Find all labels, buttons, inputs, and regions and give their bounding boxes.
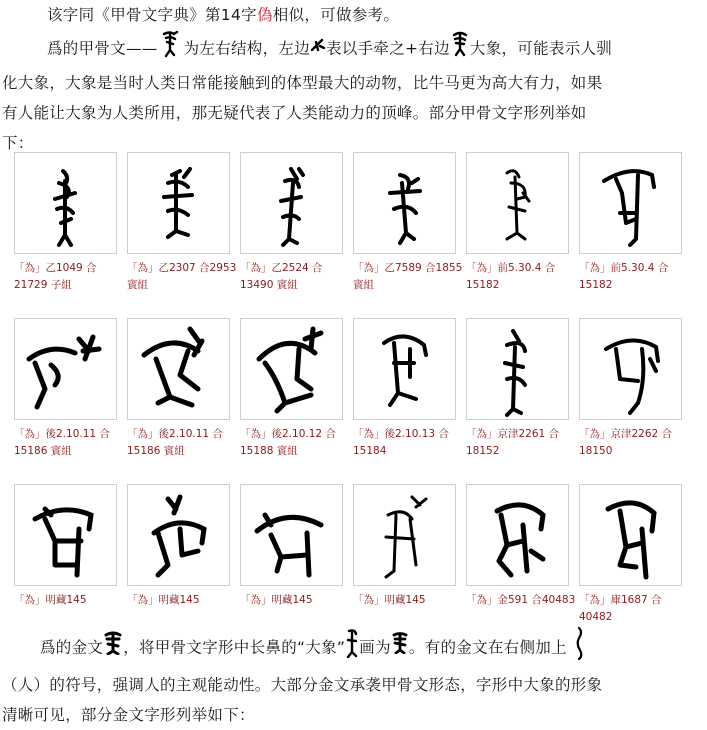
glyph-image bbox=[466, 152, 569, 254]
glyph-card bbox=[14, 318, 119, 460]
glyph-caption-line-1: 「為」前5.30.4 合 bbox=[466, 262, 556, 274]
glyph-caption-line-1: 「為」乙2524 合 bbox=[240, 262, 323, 274]
oracle-text-a: 爲的甲骨文—— bbox=[47, 39, 158, 58]
glyph-caption-line-2: 15188 賓組 bbox=[240, 445, 298, 457]
oracle-text-d: 大象，可能表示人驯 bbox=[469, 39, 613, 58]
glyph-image bbox=[466, 318, 569, 420]
glyph-card bbox=[127, 152, 237, 294]
glyph-caption-line-1: 「為」京津2262 合 bbox=[579, 428, 673, 440]
glyph-caption-line-1: 「為」乙1049 合 bbox=[14, 262, 97, 274]
glyph-image bbox=[353, 318, 456, 420]
glyph-card bbox=[240, 152, 345, 294]
bronze-line-3: 清晰可见，部分金文字形列举如下： bbox=[2, 706, 255, 724]
glyph-caption-line-1: 「為」金591 合40483 bbox=[466, 594, 576, 606]
glyph-card bbox=[14, 484, 119, 609]
intro-highlight: 偽 bbox=[256, 6, 273, 24]
glyph-card bbox=[240, 318, 345, 460]
glyph-caption-line-1: 「為」京津2261 合 bbox=[466, 428, 560, 440]
oracle-inline-glyph-icon bbox=[158, 30, 184, 68]
glyph-caption-line-2: 18150 bbox=[579, 445, 613, 457]
glyph-card bbox=[240, 484, 345, 609]
glyph-image bbox=[127, 484, 230, 586]
oracle-paragraph bbox=[0, 30, 700, 158]
bronze-text-b: ，将甲骨文字形中长鼻的“大象” bbox=[123, 638, 346, 657]
glyph-card bbox=[127, 318, 232, 460]
elephant-bronze-glyph-icon bbox=[391, 632, 409, 664]
glyph-caption-line-1: 「為」明藏145 bbox=[127, 594, 200, 606]
bronze-text-a: 爲的金文 bbox=[40, 638, 104, 657]
intro-text-b: 相似，可做参考。 bbox=[272, 6, 400, 24]
glyph-image bbox=[127, 152, 230, 254]
glyph-image bbox=[240, 152, 343, 254]
glyph-caption-line-2: 賓組 bbox=[353, 279, 374, 291]
glyph-image bbox=[466, 484, 569, 586]
glyph-caption-line-2: 15186 賓組 bbox=[14, 445, 72, 457]
glyph-caption-line-2: 賓組 bbox=[127, 279, 148, 291]
oracle-line-1 bbox=[0, 30, 700, 68]
glyph-caption-line-1: 「為」前5.30.4 合 bbox=[579, 262, 669, 274]
oracle-line-3: 有人能让大象为人类所用，那无疑代表了人类能动力的顶峰。部分甲骨文字形列举如 bbox=[2, 104, 587, 122]
glyph-image bbox=[14, 318, 117, 420]
glyph-caption-line-1: 「為」後2.10.13 合 bbox=[353, 428, 449, 440]
glyph-image bbox=[14, 152, 117, 254]
glyph-caption-line-2: 15184 bbox=[353, 445, 387, 457]
bronze-paragraph bbox=[0, 626, 700, 730]
glyph-caption-line-2: 15186 賓組 bbox=[127, 445, 185, 457]
oracle-line-4: 下： bbox=[2, 134, 34, 152]
glyph-image bbox=[579, 152, 682, 254]
glyph-image bbox=[127, 318, 230, 420]
glyph-image bbox=[579, 484, 682, 586]
bronze-glyph-icon bbox=[103, 631, 123, 665]
glyph-card bbox=[127, 484, 232, 609]
person-glyph-icon bbox=[573, 626, 585, 670]
bronze-text-d: 。有的金文在右侧加上 bbox=[408, 638, 567, 657]
elephant-glyph-icon bbox=[450, 31, 470, 67]
glyph-caption-line-1: 「為」明藏145 bbox=[353, 594, 426, 606]
glyph-caption-line-2: 15182 bbox=[579, 279, 613, 291]
glyph-card bbox=[579, 484, 684, 626]
bronze-line-1 bbox=[0, 626, 700, 670]
glyph-image bbox=[579, 318, 682, 420]
glyph-card bbox=[353, 152, 463, 294]
oracle-line-2: 化大象，大象是当时人类日常能接触到的体型最大的动物，比牛马更为高大有力，如果 bbox=[2, 74, 603, 92]
oracle-text-b: 为左右结构，左边 bbox=[183, 39, 311, 58]
glyph-caption-line-2: 18152 bbox=[466, 445, 500, 457]
glyph-card bbox=[466, 484, 576, 609]
glyph-caption-line-1: 「為」乙7589 合1855 bbox=[353, 262, 463, 274]
glyph-card bbox=[579, 152, 684, 294]
glyph-image bbox=[240, 318, 343, 420]
bronze-line-2: （人）的符号，强调人的主观能动性。大部分金文承袭甲骨文形态，字形中大象的形象 bbox=[2, 676, 603, 694]
glyph-caption-line-1: 「為」乙2307 合2953 bbox=[127, 262, 237, 274]
glyph-caption-line-1: 「為」後2.10.11 合 bbox=[127, 428, 223, 440]
glyph-image bbox=[240, 484, 343, 586]
glyph-image bbox=[353, 152, 456, 254]
long-nose-elephant-glyph-icon bbox=[345, 628, 359, 668]
glyph-caption-line-2: 21729 子組 bbox=[14, 279, 72, 291]
glyph-caption-line-1: 「為」庫1687 合 bbox=[579, 594, 662, 606]
glyph-caption-line-2: 15182 bbox=[466, 279, 500, 291]
glyph-card bbox=[353, 484, 458, 609]
bronze-text-c: 画为 bbox=[359, 638, 391, 657]
glyph-card bbox=[466, 318, 571, 460]
glyph-card bbox=[466, 152, 571, 294]
hand-glyph-icon bbox=[310, 34, 326, 64]
glyph-caption-line-1: 「為」明藏145 bbox=[240, 594, 313, 606]
glyph-image bbox=[353, 484, 456, 586]
glyph-caption-line-2: 40482 bbox=[579, 611, 613, 623]
glyph-card bbox=[353, 318, 458, 460]
glyph-card bbox=[14, 152, 119, 294]
glyph-caption-line-1: 「為」明藏145 bbox=[14, 594, 87, 606]
glyph-image bbox=[14, 484, 117, 586]
intro-line bbox=[47, 0, 707, 30]
intro-text-a: 该字同《甲骨文字典》第14字 bbox=[47, 6, 257, 24]
oracle-text-c: 表以手牵之+右边 bbox=[326, 39, 450, 58]
glyph-card bbox=[579, 318, 684, 460]
glyph-caption-line-2: 13490 賓組 bbox=[240, 279, 298, 291]
glyph-caption-line-1: 「為」後2.10.11 合 bbox=[14, 428, 110, 440]
glyph-caption-line-1: 「為」後2.10.12 合 bbox=[240, 428, 336, 440]
